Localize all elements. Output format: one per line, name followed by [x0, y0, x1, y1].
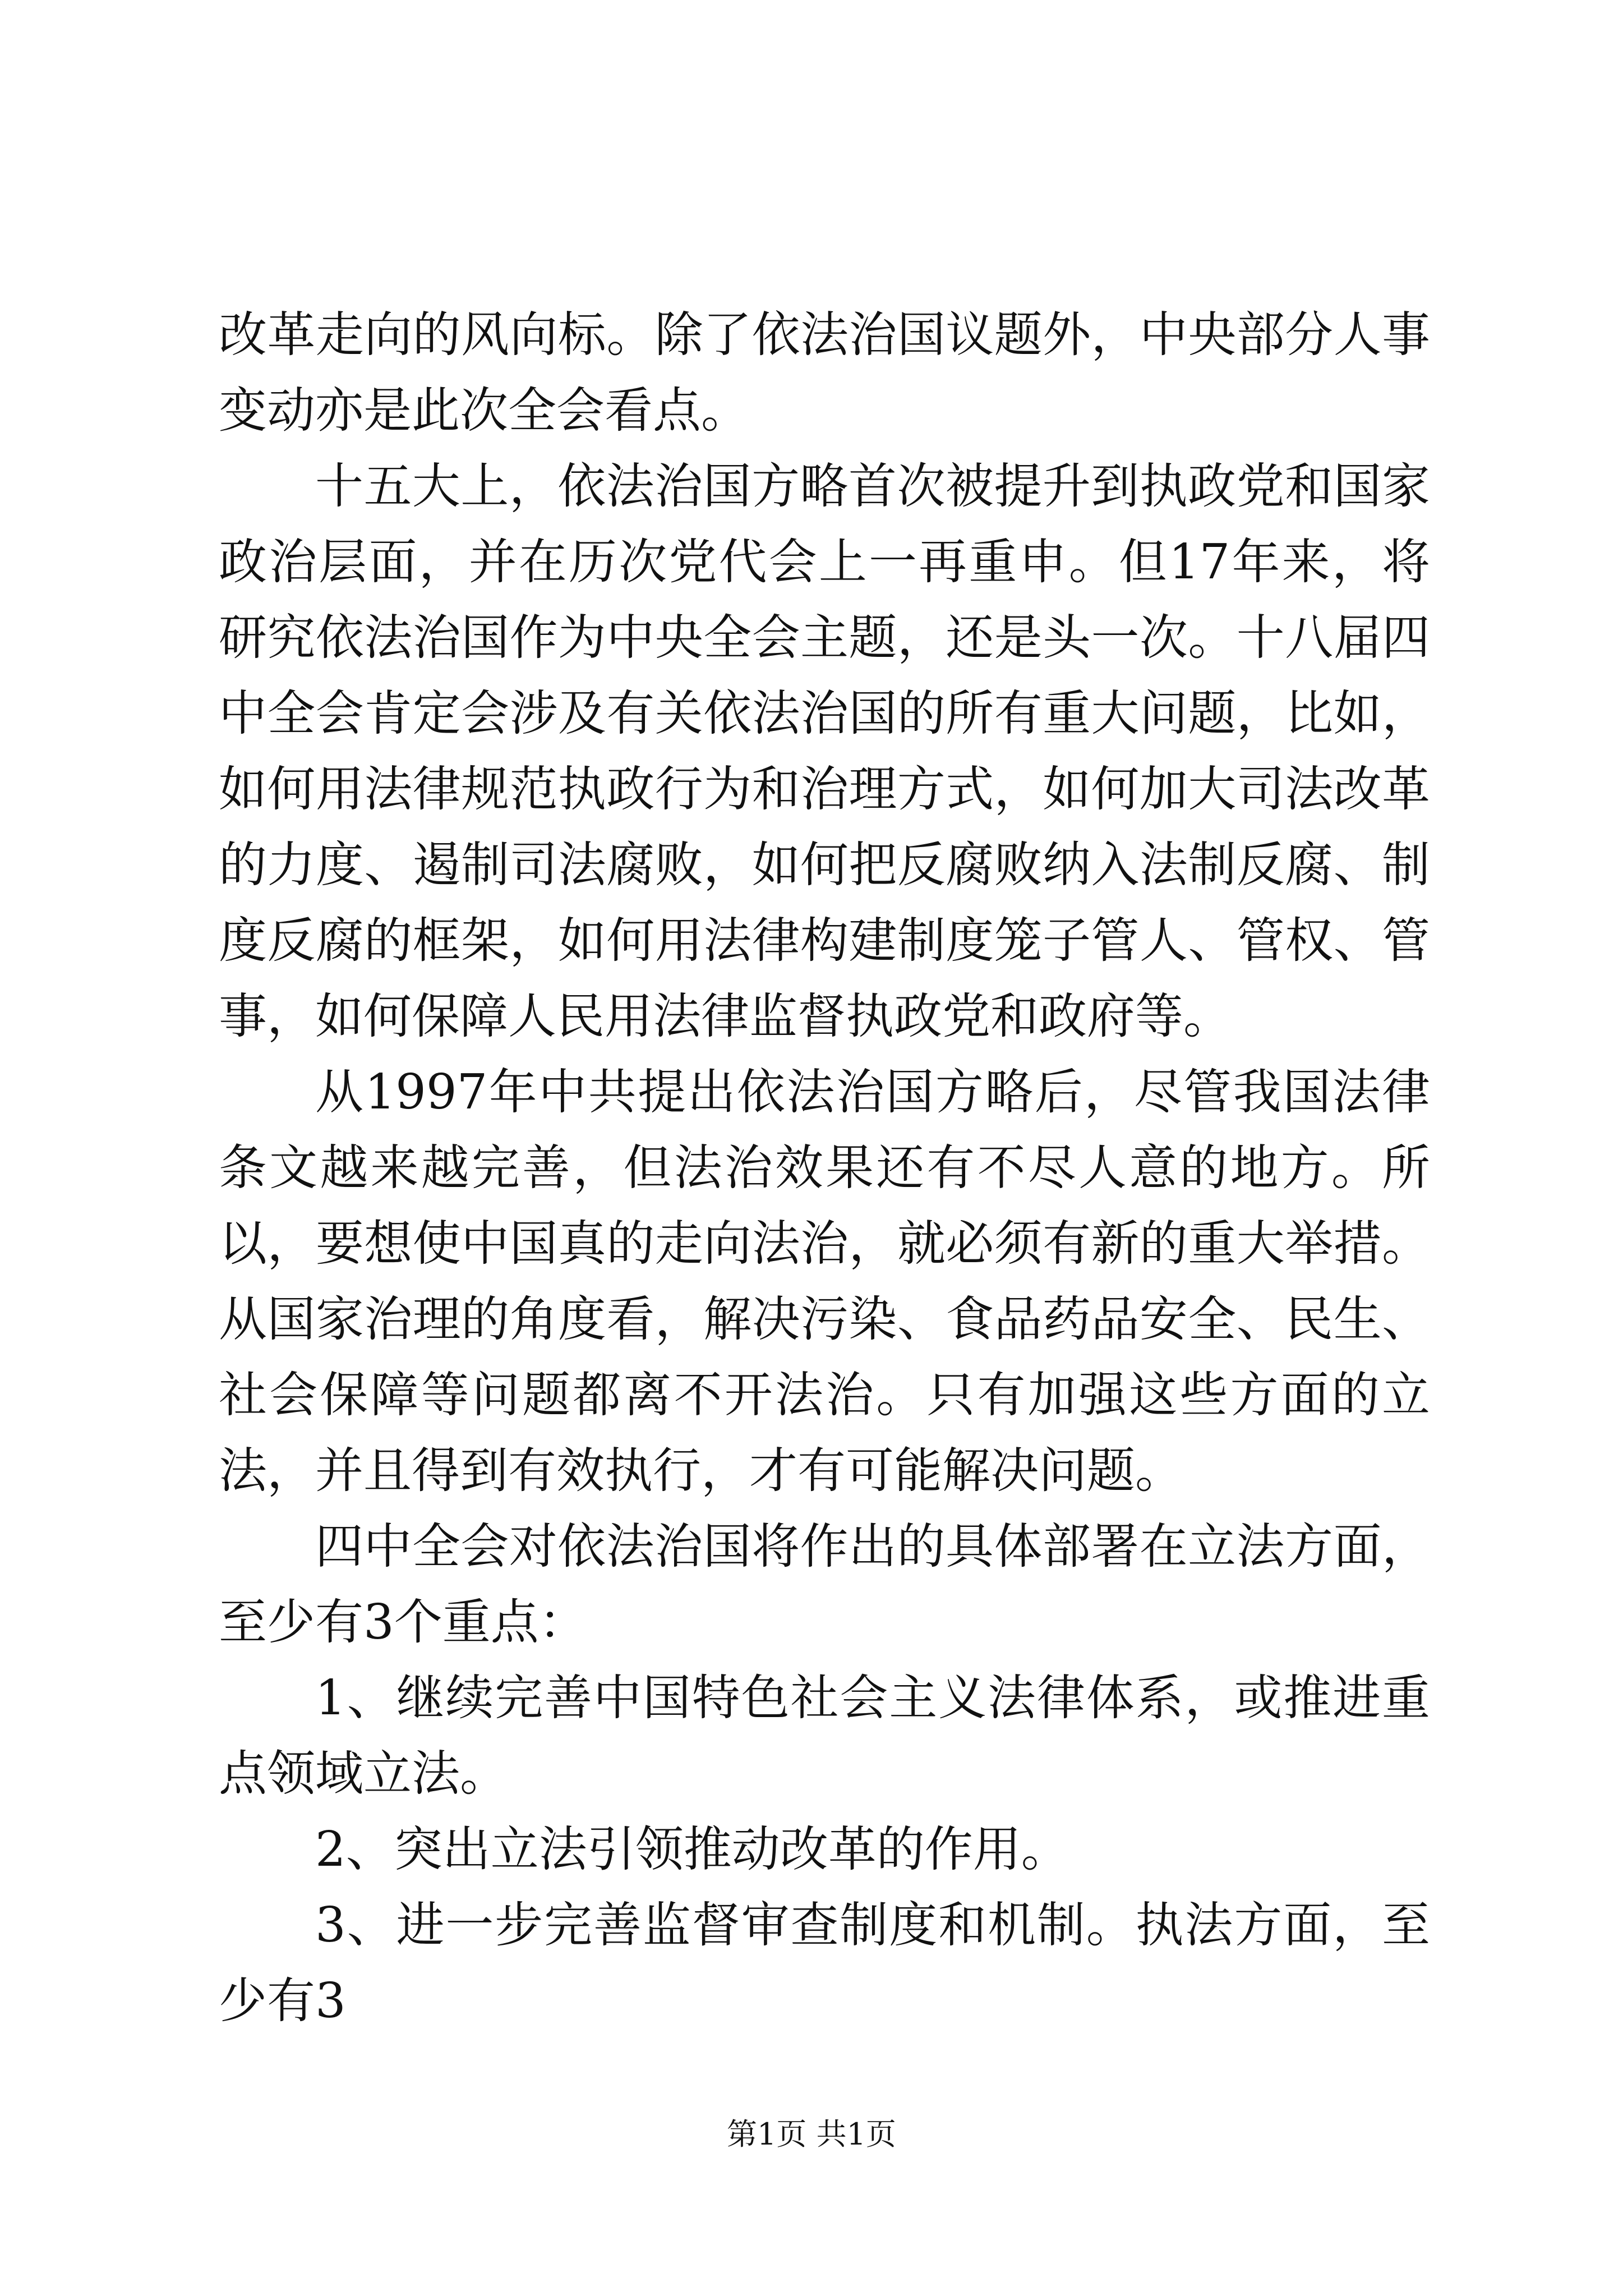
paragraph-1: 改革走向的风向标。除了依法治国议题外，中央部分人事变动亦是此次全会看点。 [219, 307, 1430, 439]
paragraph-5: 1、继续完善中国特色社会主义法律体系，或推进重点领域立法。 [219, 1670, 1430, 1802]
paragraph-3: 从1997年中共提出依法治国方略后，尽管我国法律条文越来越完善，但法治效果还有不尽人意的地方。所以，要想使中国真的走向法治，就必须有新的重大举措。从国家治理的角度看，解决污染、食品药品安全、民生、社会保障等问题都离不开法治。只有加强这些方面的立法，并且得到有效执行，才有可能解决问题。 [219, 1064, 1430, 1499]
paragraph-2: 十五大上，依法治国方略首次被提升到执政党和国家政治层面，并在历次党代会上一再重申。但17年来，将研究依法治国作为中央全会主题，还是头一次。十八届四中全会肯定会涉及有关依法治国的所有重大问题，比如，如何用法律规范执政行为和治理方式，如何加大司法改革的力度、遏制司法腐败，如何把反腐败纳入法制反腐、制度反腐的框架，如何用法律构建制度笼子管人、管权、管事，如何保障人民用法律监督执政党和政府等。 [219, 458, 1430, 1045]
document-body [219, 297, 1430, 2039]
paragraph-4: 四中全会对依法治国将作出的具体部署在立法方面，至少有3个重点： [219, 1519, 1430, 1650]
page-footer [0, 2115, 1623, 2154]
paragraph-7: 3、进一步完善监督审查制度和机制。执法方面，至少有3 [219, 1897, 1430, 2029]
paragraph-6: 2、突出立法引领推动改革的作用。 [315, 1821, 1069, 1878]
page-number-label: 第1页 共1页 [727, 2116, 896, 2152]
